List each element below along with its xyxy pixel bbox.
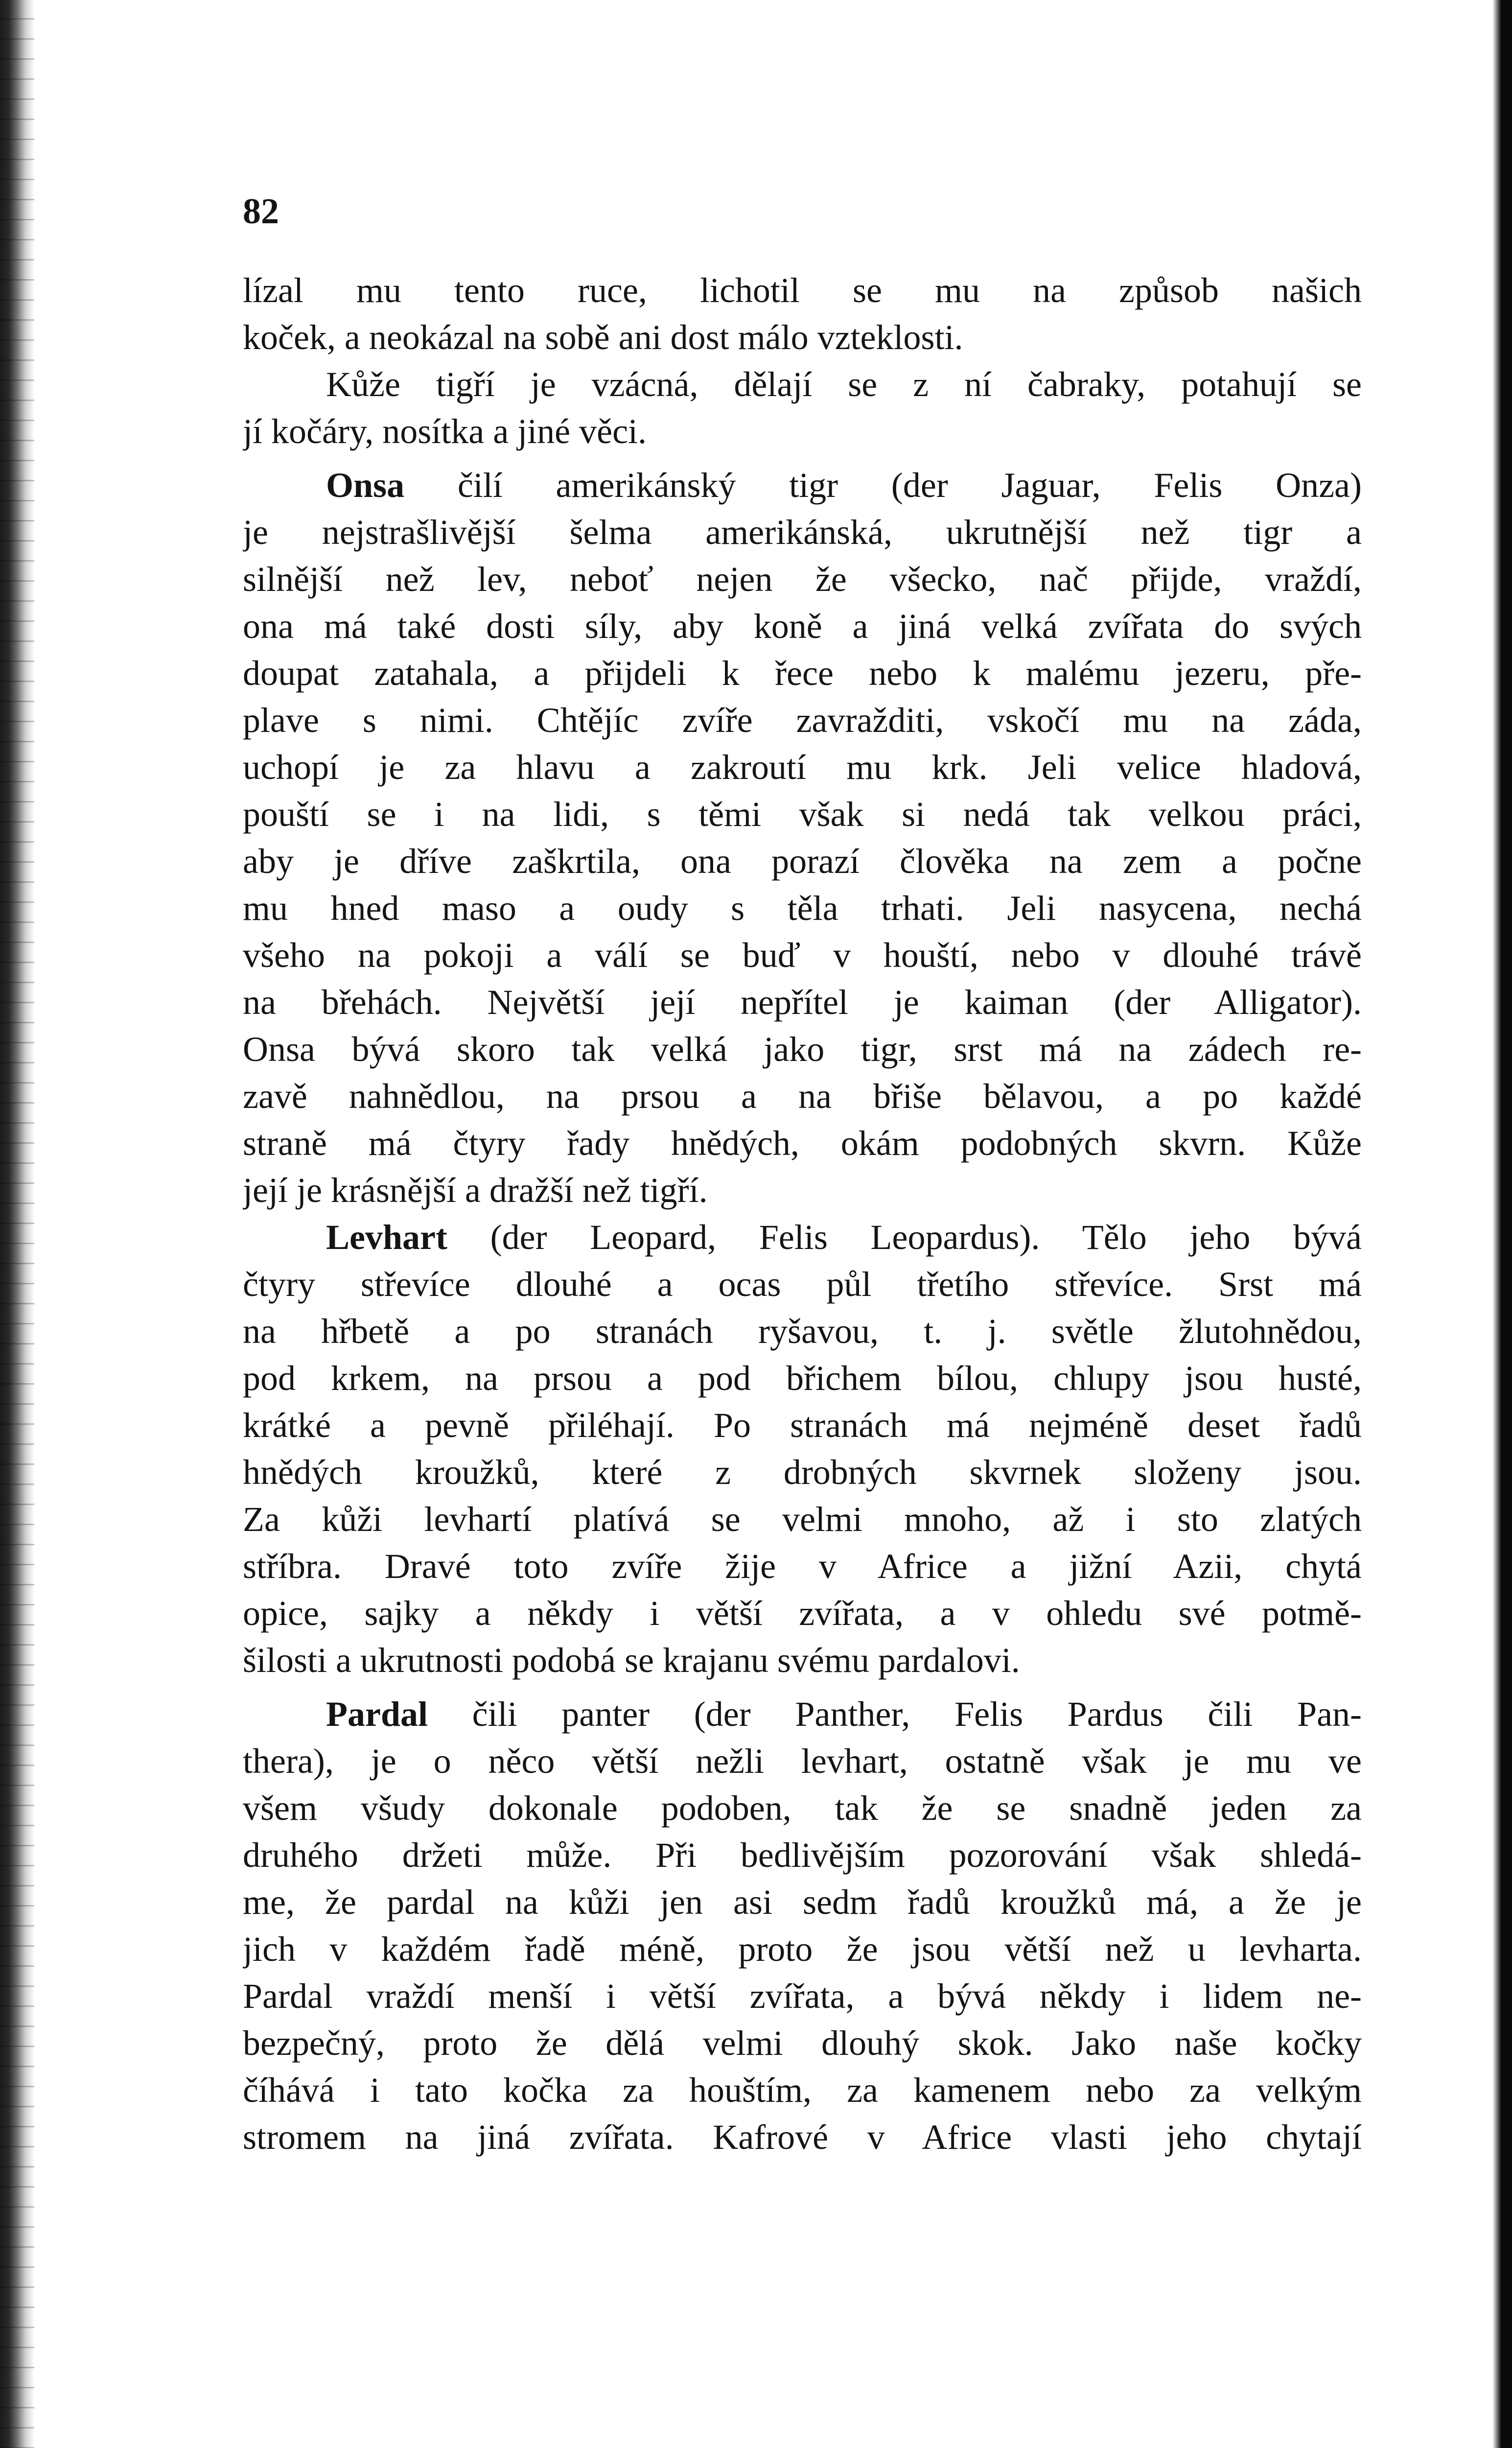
line-text: všeho na pokoji a válí se buď v houští, nebo v dlouhé trávě	[243, 936, 1362, 975]
line-text: zavě nahnědlou, na prsou a na břiše bělavou, a po každé	[243, 1077, 1362, 1116]
text-line	[243, 1879, 1362, 1926]
text-line	[243, 1261, 1362, 1308]
text-line	[243, 1973, 1362, 2020]
text-line	[243, 1402, 1362, 1449]
text-line	[243, 932, 1362, 979]
line-text: všem všudy dokonale podoben, tak že se snadně jeden za	[243, 1789, 1362, 1828]
section-heading: Onsa	[326, 466, 405, 505]
page-binding-edge-specks	[0, 0, 34, 2448]
line-text: jí kočáry, nosítka a jiné věci.	[243, 412, 647, 451]
line-text: na břehách. Největší její nepřítel je kaiman (der Alligator).	[243, 983, 1362, 1022]
page-right-edge	[1492, 0, 1512, 2448]
body-text	[243, 267, 1362, 2161]
line-text: Pardal vraždí menší i větší zvířata, a bývá někdy i lidem ne-	[243, 1977, 1362, 2016]
text-line	[243, 509, 1362, 556]
line-text: pod krkem, na prsou a pod břichem bílou, chlupy jsou husté,	[243, 1359, 1362, 1398]
text-line	[243, 1738, 1362, 1785]
text-line	[243, 1543, 1362, 1590]
text-line	[243, 1590, 1362, 1637]
line-text: pouští se i na lidi, s těmi však si nedá tak velkou práci,	[243, 795, 1362, 834]
text-line	[243, 1785, 1362, 1832]
line-text: Kůže tigří je vzácná, dělají se z ní čabraky, potahují se	[326, 365, 1362, 404]
line-text: druhého držeti může. Při bedlivějším pozorování však shledá-	[243, 1836, 1362, 1875]
text-line	[243, 885, 1362, 932]
line-text: stříbra. Dravé toto zvíře žije v Africe a jižní Azii, chytá	[243, 1547, 1362, 1586]
line-text: Za kůži levhartí platívá se velmi mnoho, až i sto zlatých	[243, 1500, 1362, 1539]
text-line	[243, 979, 1362, 1026]
line-text: ona má také dosti síly, aby koně a jiná velká zvířata do svých	[243, 607, 1362, 646]
text-line	[243, 1355, 1362, 1402]
text-line	[243, 1167, 1362, 1214]
text-line	[243, 1214, 1362, 1261]
line-text: hnědých kroužků, které z drobných skvrnek složeny jsou.	[243, 1453, 1362, 1492]
text-line	[243, 1073, 1362, 1120]
text-line	[243, 556, 1362, 603]
line-text: straně má čtyry řady hnědých, okám podobných skvrn. Kůže	[243, 1124, 1362, 1163]
line-text: thera), je o něco větší nežli levhart, ostatně však je mu ve	[243, 1742, 1362, 1781]
line-text: je nejstrašlivější šelma amerikánská, ukrutnější než tigr a	[243, 513, 1362, 552]
text-line	[243, 791, 1362, 838]
text-line	[243, 2020, 1362, 2067]
line-text: koček, a neokázal na sobě ani dost málo vzteklosti.	[243, 318, 963, 357]
line-text: čtyry střevíce dlouhé a ocas půl třetího střevíce. Srst má	[243, 1265, 1362, 1304]
line-text: silnější než lev, neboť nejen že všecko, nač přijde, vraždí,	[243, 560, 1362, 599]
text-line	[243, 1637, 1362, 1684]
line-text: (der Leopard, Felis Leopardus). Tělo jeho bývá	[447, 1218, 1362, 1257]
line-text: lízal mu tento ruce, lichotil se mu na způsob našich	[243, 271, 1362, 310]
text-line	[243, 1926, 1362, 1973]
text-line	[243, 361, 1362, 408]
text-line	[243, 267, 1362, 314]
line-text: me, že pardal na kůži jen asi sedm řadů kroužků má, a že je	[243, 1883, 1362, 1922]
text-line	[243, 2067, 1362, 2114]
text-line	[243, 603, 1362, 650]
text-line	[243, 1308, 1362, 1355]
line-text: plave s nimi. Chtějíc zvíře zavražditi, vskočí mu na záda,	[243, 701, 1362, 740]
text-line	[243, 650, 1362, 697]
line-text: šilosti a ukrutnosti podobá se krajanu svému pardalovi.	[243, 1641, 1020, 1680]
text-line	[243, 744, 1362, 791]
line-text: mu hned maso a oudy s těla trhati. Jeli nasycena, nechá	[243, 889, 1362, 928]
section-heading: Pardal	[326, 1695, 428, 1734]
line-text: opice, sajky a někdy i větší zvířata, a v ohledu své potmě-	[243, 1594, 1362, 1633]
line-text: uchopí je za hlavu a zakroutí mu krk. Jeli velice hladová,	[243, 748, 1362, 787]
line-text: doupat zatahala, a přijdeli k řece nebo k malému jezeru, pře-	[243, 654, 1362, 693]
text-line	[243, 1026, 1362, 1073]
page-number: 82	[243, 191, 279, 232]
line-text: aby je dříve zaškrtila, ona porazí člověka na zem a počne	[243, 842, 1362, 881]
text-line	[243, 1120, 1362, 1167]
line-text: jich v každém řadě méně, proto že jsou větší než u levharta.	[243, 1930, 1362, 1969]
text-line	[243, 314, 1362, 361]
text-line	[243, 1496, 1362, 1543]
text-line	[243, 697, 1362, 744]
line-text: na hřbetě a po stranách ryšavou, t. j. světle žlutohnědou,	[243, 1312, 1362, 1351]
line-text: bezpečný, proto že dělá velmi dlouhý skok. Jako naše kočky	[243, 2024, 1362, 2063]
text-line	[243, 1691, 1362, 1738]
text-line	[243, 2114, 1362, 2161]
line-text: Onsa bývá skoro tak velká jako tigr, srst má na zádech re-	[243, 1030, 1362, 1069]
line-text: stromem na jiná zvířata. Kafrové v Africe vlasti jeho chytají	[243, 2118, 1362, 2157]
text-line	[243, 1832, 1362, 1879]
text-line	[243, 408, 1362, 455]
line-text: čilí amerikánský tigr (der Jaguar, Felis Onza)	[404, 466, 1362, 505]
line-text: její je krásnější a dražší než tigří.	[243, 1171, 708, 1210]
text-line	[243, 1449, 1362, 1496]
line-text: krátké a pevně přiléhají. Po stranách má nejméně deset řadů	[243, 1406, 1362, 1445]
text-line	[243, 462, 1362, 509]
section-heading: Levhart	[326, 1218, 447, 1257]
line-text: čili panter (der Panther, Felis Pardus čili Pan-	[427, 1695, 1362, 1734]
text-line	[243, 838, 1362, 885]
line-text: číhává i tato kočka za houštím, za kamenem nebo za velkým	[243, 2071, 1362, 2110]
